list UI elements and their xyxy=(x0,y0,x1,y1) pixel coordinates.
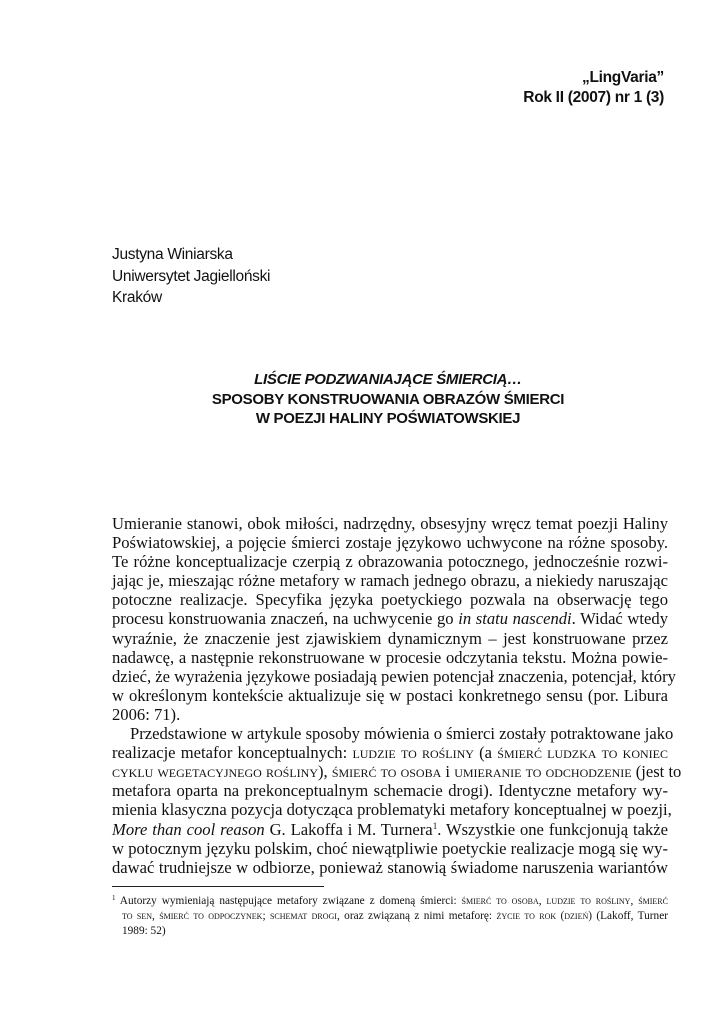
footnote-mark: 1 xyxy=(112,894,116,902)
body-line: Przedstawione w artykule sposoby mówienia o śmierci zostały potraktowane jako xyxy=(130,724,674,744)
body-line: mienia klasyczna pozycja dotycząca problematyki metafory konceptualnej w poezji, xyxy=(112,800,672,820)
body-line: metafora oparta na prekonceptualnym schemacie drogi). Identyczne metafory wy- xyxy=(112,781,668,801)
footnote-line: $^1$ Autorzy wymieniają następujące metafory związane z domeną śmierci: śmierć to osoba, ludzie to rośliny, śmierć xyxy=(112,894,668,907)
body-line: jając je, mieszając różne metafory w ramach jednego obrazu, a niekiedy naruszając xyxy=(112,571,668,591)
body-line: Poświatowskiej, a pojęcie śmierci zostaje językowo uchwycone na różne sposoby. xyxy=(112,533,668,553)
metaphor-term: cyklu wegetacyjnego rośliny xyxy=(112,762,318,782)
author-block xyxy=(112,244,270,309)
book-title: More than cool reason xyxy=(112,819,265,839)
body-line: More than cool reason G. Lakoffa i M. Turnera$^1$. Wszystkie one funkcjonują także xyxy=(112,819,668,839)
metaphor-term: śmierć to osoba xyxy=(331,762,442,782)
body-line: 2006: 71). xyxy=(112,704,181,724)
body-line: Te różne konceptualizacje czerpią z obrazowania potocznego, jednocześnie rozwi- xyxy=(112,552,668,572)
body-line: potoczne realizacje. Specyfika języka poetyckiego pozwala na obserwację tego xyxy=(112,590,668,610)
footnote-reference[interactable]: 1 xyxy=(432,820,438,831)
body-line: cyklu wegetacyjnego rośliny), śmierć to osoba i umieranie to odchodzenie (jest to xyxy=(112,762,682,782)
body-line: nadawcę, a następnie rekonstruowane w procesie odczytania tekstu. Można powie- xyxy=(112,647,668,667)
footnote-line: to sen, śmierć to odpoczynek; schemat drogi, oraz związaną z nimi metaforę: życie to rok (dzień) (Lakoff, Turner xyxy=(122,910,668,923)
body-line: realizacje metafor konceptualnych: ludzie to rośliny (a śmierć ludzka to koniec xyxy=(112,743,668,763)
latin-phrase: in statu nascendi xyxy=(458,609,572,629)
body-line: w potocznym języku polskim, choć niewątpliwie poetyckie realizacje mogą się wy- xyxy=(112,838,668,858)
title-line-3: W POEZJI HALINY POŚWIATOWSKIEJ xyxy=(255,410,521,427)
body-line: Umieranie stanowi, obok miłości, nadrzędny, obsesyjny wręcz temat poezji Haliny xyxy=(112,514,668,533)
author-name: Justyna Winiarska xyxy=(112,246,233,263)
article-body xyxy=(112,514,682,877)
body-line: wyraźnie, że znaczenie jest zjawiskiem dynamicznym – jest konstruowane przez xyxy=(112,628,668,648)
metaphor-term: umieranie to odchodzenie xyxy=(454,762,632,782)
body-line: procesu konstruowania znaczeń, na uchwycenie go in statu nascendi. Widać wtedy xyxy=(112,609,668,629)
title-line-2: SPOSOBY KONSTRUOWANIA OBRAZÓW ŚMIERCI xyxy=(211,390,565,408)
footnote xyxy=(112,894,668,940)
body-line: dzieć, że wyrażenia językowe posiadają pewien potencjał znaczenia, potencjał, który xyxy=(112,666,676,686)
author-affiliation: Uniwersytet Jagielloński xyxy=(112,267,271,285)
author-city: Kraków xyxy=(112,289,162,306)
metaphor-term: śmierć ludzka to koniec xyxy=(497,743,668,763)
journal-header xyxy=(523,68,664,108)
footnote-line: 1989: 52) xyxy=(122,925,166,938)
journal-issue: Rok II (2007) nr 1 (3) xyxy=(523,89,664,106)
title-line-1: LIŚCIE PODZWANIAJĄCE ŚMIERCIĄ… xyxy=(254,371,522,388)
journal-name: „LingVaria” xyxy=(582,69,664,86)
body-line: dawać trudniejsze w odbiorze, ponieważ stanowią świadome naruszenia wariantów xyxy=(112,857,668,877)
metaphor-term: ludzie to rośliny xyxy=(352,743,474,763)
article-title xyxy=(112,370,664,429)
footnote-divider xyxy=(112,886,324,887)
body-line: w określonym kontekście aktualizuje się w postaci konkretnego sensu (por. Libura xyxy=(112,685,668,705)
